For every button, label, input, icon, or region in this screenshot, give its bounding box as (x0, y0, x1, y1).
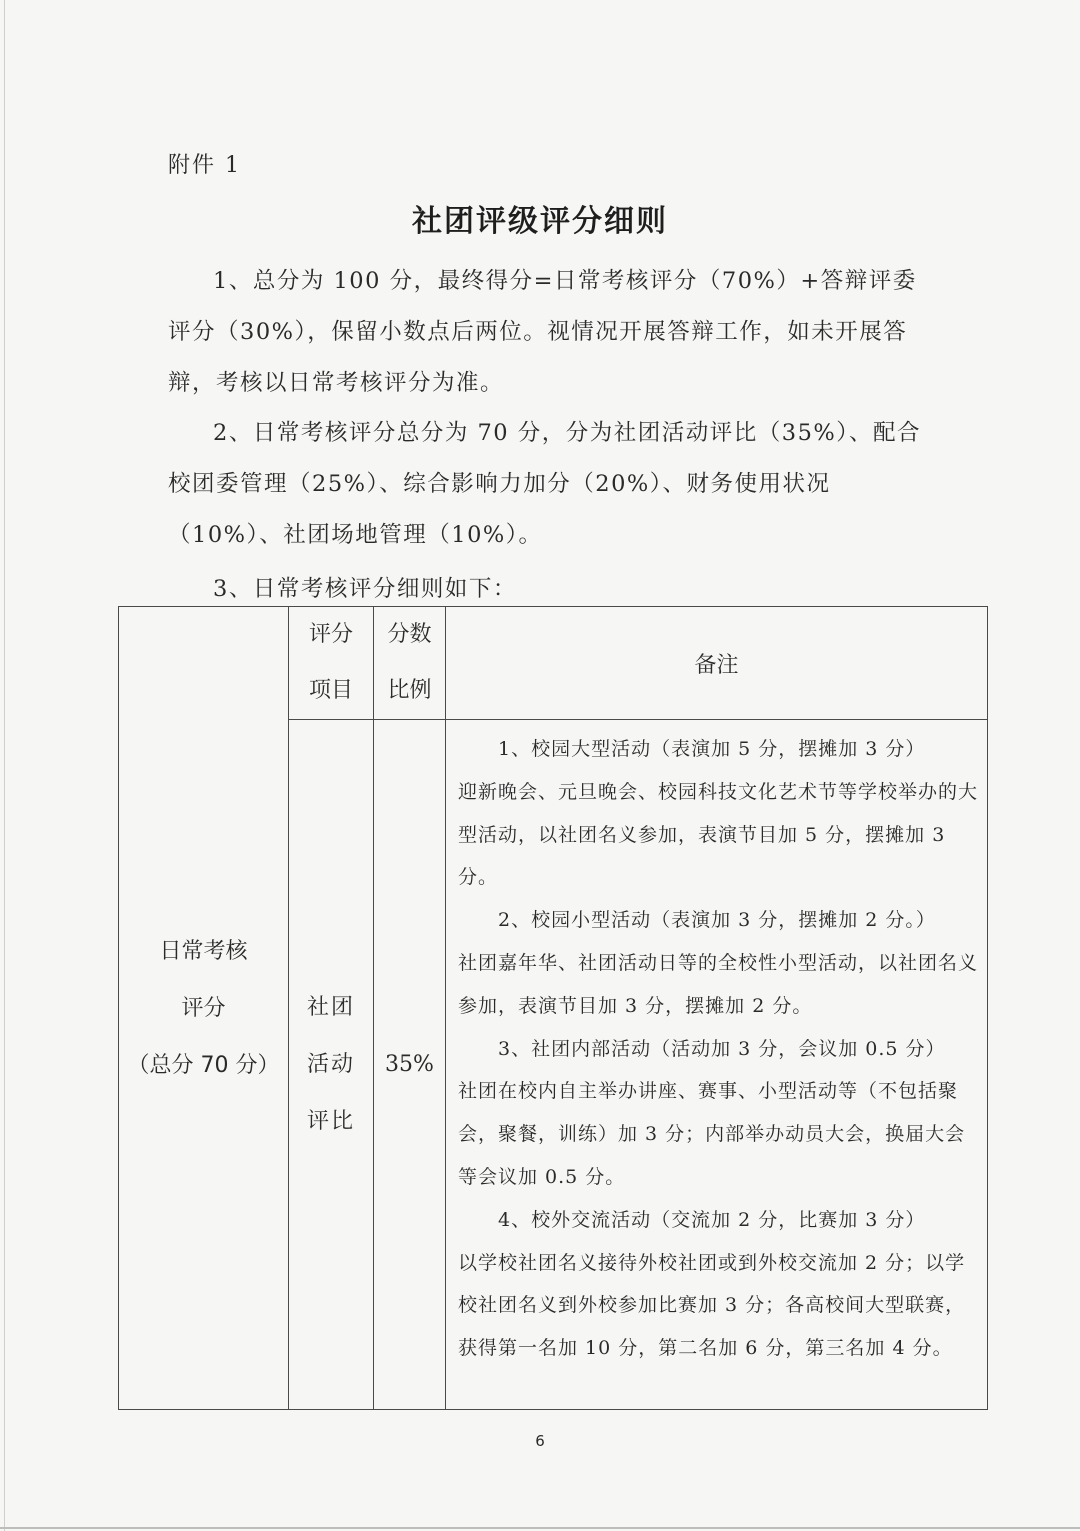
item-cell (289, 720, 374, 1410)
document-title: 社团评级评分细则 (412, 204, 668, 239)
note-3-heading: 3、社团内部活动（活动加 3 分，会议加 0.5 分） (498, 1037, 946, 1060)
ratio-cell: 35% (374, 720, 446, 1410)
header-ratio-line-1: 分数 (387, 622, 432, 647)
paragraph-1: 1、总分为 100 分，最终得分=日常考核评分（70%）+答辩评委评分（30%），保留小数点后两位。视情况开展答辩工作，如未开展答辩，考核以日常考核评分为准。 (168, 268, 917, 396)
note-4-body: 以学校社团名义接待外校社团或到外校交流加 2 分；以学校社团名义到外校参加比赛加 3 分；各高校间大型联赛，获得第一名加 10 分，第二名加 6 分，第三名加 4 分。 (458, 1251, 966, 1360)
page-number: 6 (535, 1432, 545, 1450)
note-2-heading: 2、校园小型活动（表演加 3 分，摆摊加 2 分。） (498, 909, 936, 932)
attachment-label: 附件 1 (168, 153, 241, 178)
scoring-table (118, 606, 988, 1410)
note-1-body: 迎新晚会、元旦晚会、校园科技文化艺术节等学校举办的大型活动，以社团名义参加，表演节目加 5 分，摆摊加 3 分。 (458, 780, 979, 889)
header-notes: 备注 (446, 607, 988, 720)
paragraph-2: 2、日常考核评分总分为 70 分，分为社团活动评比（35%）、配合校团委管理（25%）、综合影响力加分（20%）、财务使用状况（10%）、社团场地管理（10%）。 (168, 420, 922, 548)
item-line-1: 社团 (306, 995, 355, 1020)
scan-edge-bottom (0, 1527, 1080, 1529)
paragraph-3: 3、日常考核评分细则如下： (213, 576, 517, 602)
table-header-row (119, 607, 988, 720)
header-item (289, 607, 374, 720)
item-line-3: 评比 (306, 1109, 355, 1134)
notes-cell (446, 720, 988, 1410)
header-ratio-line-2: 比例 (387, 678, 432, 703)
header-ratio (374, 607, 446, 720)
note-2-body: 社团嘉年华、社团活动日等的全校性小型活动，以社团名义参加，表演节目加 3 分，摆摊加 2 分。 (458, 951, 979, 1017)
category-line-2: 评分 (181, 995, 226, 1021)
note-4-heading: 4、校外交流活动（交流加 2 分，比赛加 3 分） (498, 1208, 926, 1231)
header-item-line-2: 项目 (308, 678, 353, 703)
item-line-2: 活动 (306, 1052, 355, 1077)
category-cell (119, 607, 289, 1410)
header-item-line-1: 评分 (308, 622, 353, 647)
category-line-3: （总分 70 分） (127, 1052, 280, 1078)
category-line-1: 日常考核 (159, 938, 248, 964)
note-1-heading: 1、校园大型活动（表演加 5 分，摆摊加 3 分） (498, 738, 926, 760)
note-3-body: 社团在校内自主举办讲座、赛事、小型活动等（不包括聚会，聚餐，训练）加 3 分；内部举办动员大会，换届大会等会议加 0.5 分。 (458, 1080, 966, 1188)
